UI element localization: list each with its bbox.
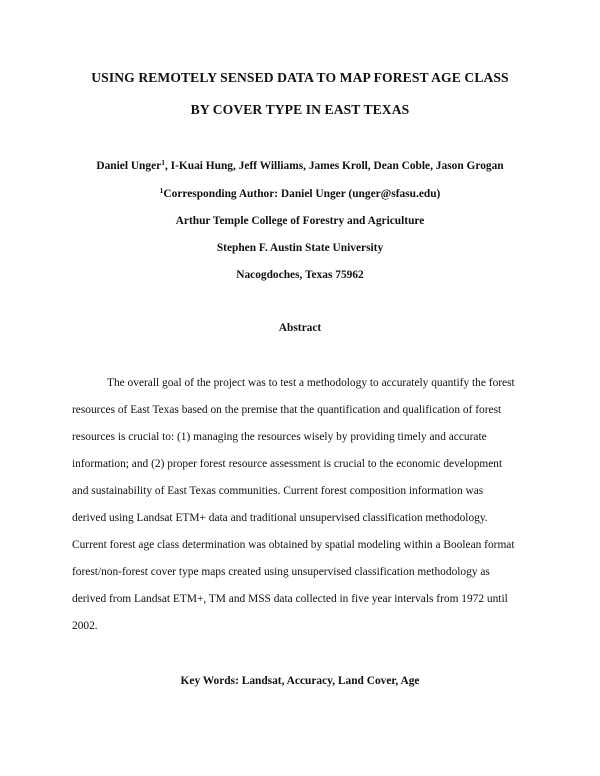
abstract-line: resources of East Texas based on the premise that the quantification and qualification of forest [72,404,502,416]
abstract-line: information; and (2) proper forest resource assessment is crucial to the economic development [72,458,503,470]
abstract-heading: Abstract [278,322,322,334]
abstract-line: Current forest age class determination was obtained by spatial modeling within a Boolean format [72,539,515,551]
abstract-line: derived from Landsat ETM+, TM and MSS data collected in five year intervals from 1972 until [72,593,508,605]
other-authors: , I-Kuai Hung, Jeff Williams, James Kroll, Dean Coble, Jason Grogan [164,160,504,172]
title-line-1: USING REMOTELY SENSED DATA TO MAP FOREST AGE CLASS [91,70,509,85]
first-author-footnote-mark: 1 [161,158,165,167]
first-author: Daniel Unger [96,160,162,172]
abstract-line: derived using Landsat ETM+ data and traditional unsupervised classification methodology. [72,512,488,524]
affiliation-college: Arthur Temple College of Forestry and Agriculture [175,215,425,227]
abstract-line: and sustainability of East Texas communities. Current forest composition information was [72,485,484,497]
author-list [0,160,600,172]
keywords: Key Words: Landsat, Accuracy, Land Cover, Age [180,675,420,687]
affiliation-university: Stephen F. Austin State University [216,242,384,254]
abstract-line: forest/non-forest cover type maps created using unsupervised classification methodology as [72,566,490,578]
corresponding-author [0,188,600,200]
title-line-2: BY COVER TYPE IN EAST TEXAS [190,102,410,117]
abstract-line: The overall goal of the project was to test a methodology to accurately quantify the forest [107,377,515,389]
abstract-line: resources is crucial to: (1) managing the resources wisely by providing timely and accurate [72,431,487,443]
affiliation-location: Nacogdoches, Texas 75962 [236,269,364,281]
abstract-line: 2002. [72,620,98,632]
corresponding-author-text: Corresponding Author: Daniel Unger (unger@sfasu.edu) [163,188,441,200]
corresponding-footnote-mark: 1 [159,186,164,195]
